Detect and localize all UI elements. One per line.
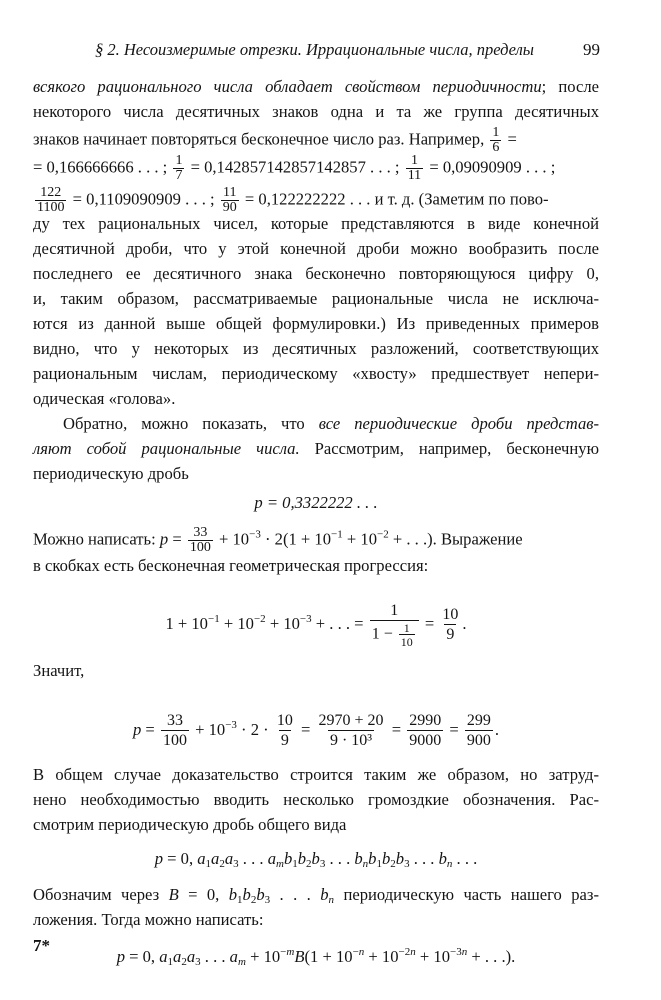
display-equation: $1 + 10^{-1} + 10^{-2} + 10^{-3}$ + . . . = 1 1 − $\frac{1}{10}$ = $\frac{10}{9}$ .	[165, 602, 467, 649]
fraction: $\frac{1}{6}$	[492, 125, 500, 155]
display-equation: p = 0, $a_1a_2a_3$ . . . $a_m + 10^{-m}B(1 + 10^{-n} + 10^{-2n} + 10^{-3n}$ + . . .).	[116, 946, 516, 968]
fraction: $\frac{1}{10}$	[400, 621, 413, 649]
text-line: последнего ее десятичного знака бесконечно повторяющуюся цифру 0,	[33, 264, 599, 283]
text-line: В общем случае доказательство строится таким же образом, но затруд-	[33, 765, 599, 784]
running-header	[95, 40, 600, 60]
fraction: $\frac{10}{9}$	[442, 606, 459, 643]
text-line: Обозначим через B = 0, $b_1b_2b_3$ . . . $b_n$ периодическую часть нашего раз-	[33, 885, 599, 906]
running-title: § 2. Несоизмеримые отрезки. Иррациональные числа, пределы	[95, 40, 534, 59]
fraction: $\frac{2970 + 20}{\text{9 · 10³}}$	[318, 712, 384, 749]
text-line: видно, что у некоторых из десятичных разложений, соответствующих	[33, 339, 599, 358]
text-line: и, таким образом, рассматриваемые рациональные числа не исключа-	[33, 289, 599, 308]
fraction: $\frac{33}{100}$	[189, 525, 211, 555]
text-line: Значит,	[33, 661, 85, 680]
text-line: рациональным числам, периодическому «хвосту» предшествует непери-	[33, 364, 599, 383]
text-line: всякого рационального числа обладает свойством периодичности; после	[33, 77, 599, 96]
text-line: ются из данной выше общей формулировки.) Из приведенных примеров	[33, 314, 599, 333]
page-number: 99	[583, 40, 600, 59]
text-line: ляют собой рациональные числа. Рассмотрим, например, бесконечную	[33, 439, 599, 458]
text-line: нено необходимостью вводить несколько громоздкие обозначения. Рас-	[33, 790, 599, 809]
fraction: $\frac{1}{7}$	[175, 153, 183, 183]
fraction: $\frac{299}{900}$	[466, 712, 491, 749]
display-equation: p = 0,3322222 . . .	[254, 493, 378, 512]
fraction: $\frac{122}{1100}$	[37, 185, 65, 215]
text-line: некоторого числа десятичных знаков одна и та же группа десятичных	[33, 102, 599, 121]
fraction: $\frac{33}{100}$	[162, 712, 187, 749]
fraction: $\frac{1}{11}$	[407, 153, 422, 183]
display-equation: p = $\frac{33}{100}$ + $10^{-3} \cdot 2$ · $\frac{10}{9}$ = $\frac{2970 + 20}{\text{9 · 10³}}$ = $\frac{2990}{9000}$ = $\frac{299}{900}$ .	[132, 712, 500, 749]
text-line: десятичной дроби, что у этой конечной дроби можно вообразить после	[33, 239, 599, 258]
fraction: $\frac{10}{9}$	[276, 712, 293, 749]
text-line: ду тех рациональных чисел, которые представляются в виде конечной	[33, 214, 599, 233]
fraction: $\frac{2990}{9000}$	[409, 712, 442, 749]
fraction: $\frac{11}{90}$	[222, 185, 237, 215]
text-line: в скобках есть бесконечная геометрическая прогрессия:	[33, 556, 429, 575]
text-line: ложения. Тогда можно написать:	[33, 910, 264, 929]
equation-line: = 0,166666666 . . . ; $\frac{1}{7}$ = 0,142857142857142857 . . . ; $\frac{1}{11}$ = 0,09090909 . . . ;	[33, 153, 556, 183]
text-line: одическая «голова».	[33, 389, 176, 408]
display-equation: p = 0, $a_1a_2a_3$ . . . $a_mb_1b_2b_3$ . . . $b_nb_1b_2b_3$ . . . $b_n$ . . .	[154, 849, 478, 870]
equation-line: $\frac{122}{1100}$ = 0,1109090909 . . . ; $\frac{11}{90}$ = 0,122222222 . . . и т. д. (Заметим по пово-	[37, 185, 549, 215]
signature-mark: 7*	[33, 936, 50, 955]
text-line: периодическую дробь	[33, 464, 189, 483]
text-line: знаков начинает повторяться бесконечное число раз. Например, $\frac{1}{6}$ =	[33, 125, 517, 155]
text-line: Обратно, можно показать, что все периодические дроби представ-	[63, 414, 599, 433]
fraction: 1 1 − $\frac{1}{10}$	[370, 602, 419, 648]
text-line: смотрим периодическую дробь общего вида	[33, 815, 347, 834]
equation-line: Можно написать: p = $\frac{33}{100}$ + $10^{-3} \cdot 2(1 + 10^{-1} + 10^{-2}$ + . . .). Выражение	[33, 525, 523, 555]
